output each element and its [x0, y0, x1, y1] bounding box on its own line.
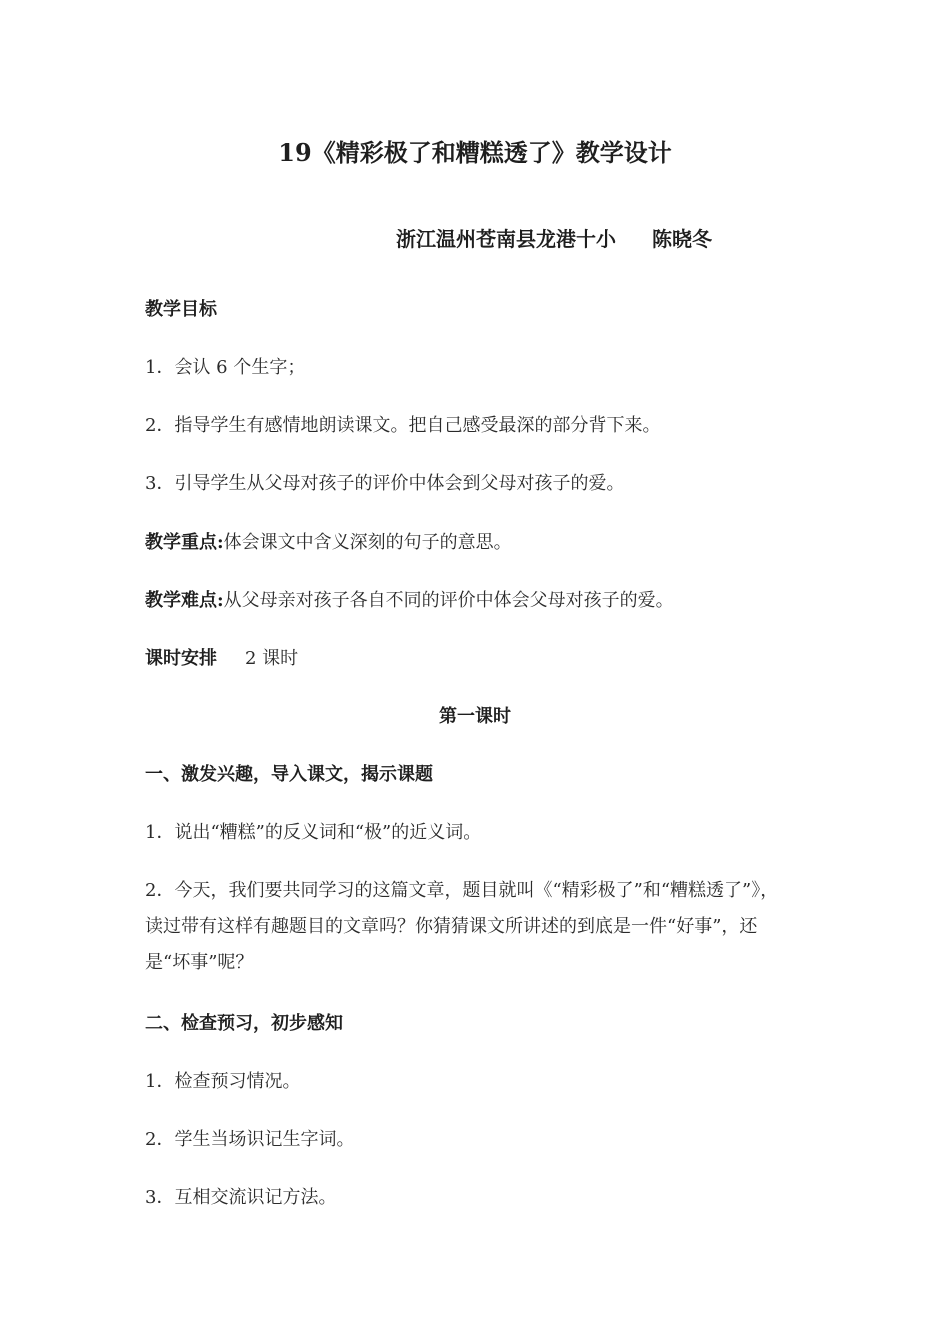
- section1-item-2: 2．今天，我们要共同学习的这篇文章，题目就叫《“精彩极了”和“糟糕透了”》，读过带有这样有趣题目的文章吗？你猜猜课文所讲述的到底是一件“好事”，还是“坏事”呢？: [145, 880, 779, 973]
- schedule-text: 2 课时: [245, 648, 299, 669]
- key-point-line: [145, 531, 512, 555]
- section2-item-1: 1．检查预习情况。: [145, 1071, 301, 1092]
- difficulty-text: 从父母亲对孩子各自不同的评价中体会父母对孩子的爱。: [223, 590, 674, 611]
- objective-item-3: 3．引导学生从父母对孩子的评价中体会到父母对孩子的爱。: [145, 473, 625, 494]
- objective-item-1: 1．会认 6 个生字；: [145, 357, 306, 378]
- schedule-label: 课时安排: [145, 648, 217, 669]
- document-title: 19《精彩极了和糟糕透了》教学设计: [278, 138, 672, 167]
- author-school: 浙江温州苍南县龙港十小: [396, 227, 616, 251]
- key-point-label: 教学重点:: [145, 532, 224, 553]
- author-name: 陈晓冬: [652, 227, 712, 251]
- difficulty-label: 教学难点:: [145, 590, 224, 611]
- difficulty-line: [145, 589, 674, 613]
- section2-heading: 二、检查预习，初步感知: [145, 1013, 343, 1034]
- section2-item-3: 3．互相交流识记方法。: [145, 1187, 337, 1208]
- section1-heading: 一、激发兴趣，导入课文，揭示课题: [145, 764, 433, 785]
- objectives-heading: 教学目标: [145, 299, 217, 320]
- lesson-heading: 第一课时: [439, 706, 511, 727]
- author-line: [396, 226, 712, 252]
- section2-item-2: 2．学生当场识记生字词。: [145, 1129, 355, 1150]
- key-point-text: 体会课文中含义深刻的句子的意思。: [223, 532, 512, 553]
- schedule-line: [145, 647, 298, 671]
- objective-item-2: 2．指导学生有感情地朗读课文。把自己感受最深的部分背下来。: [145, 415, 661, 436]
- section1-item-1: 1．说出“糟糕”的反义词和“极”的近义词。: [145, 822, 482, 843]
